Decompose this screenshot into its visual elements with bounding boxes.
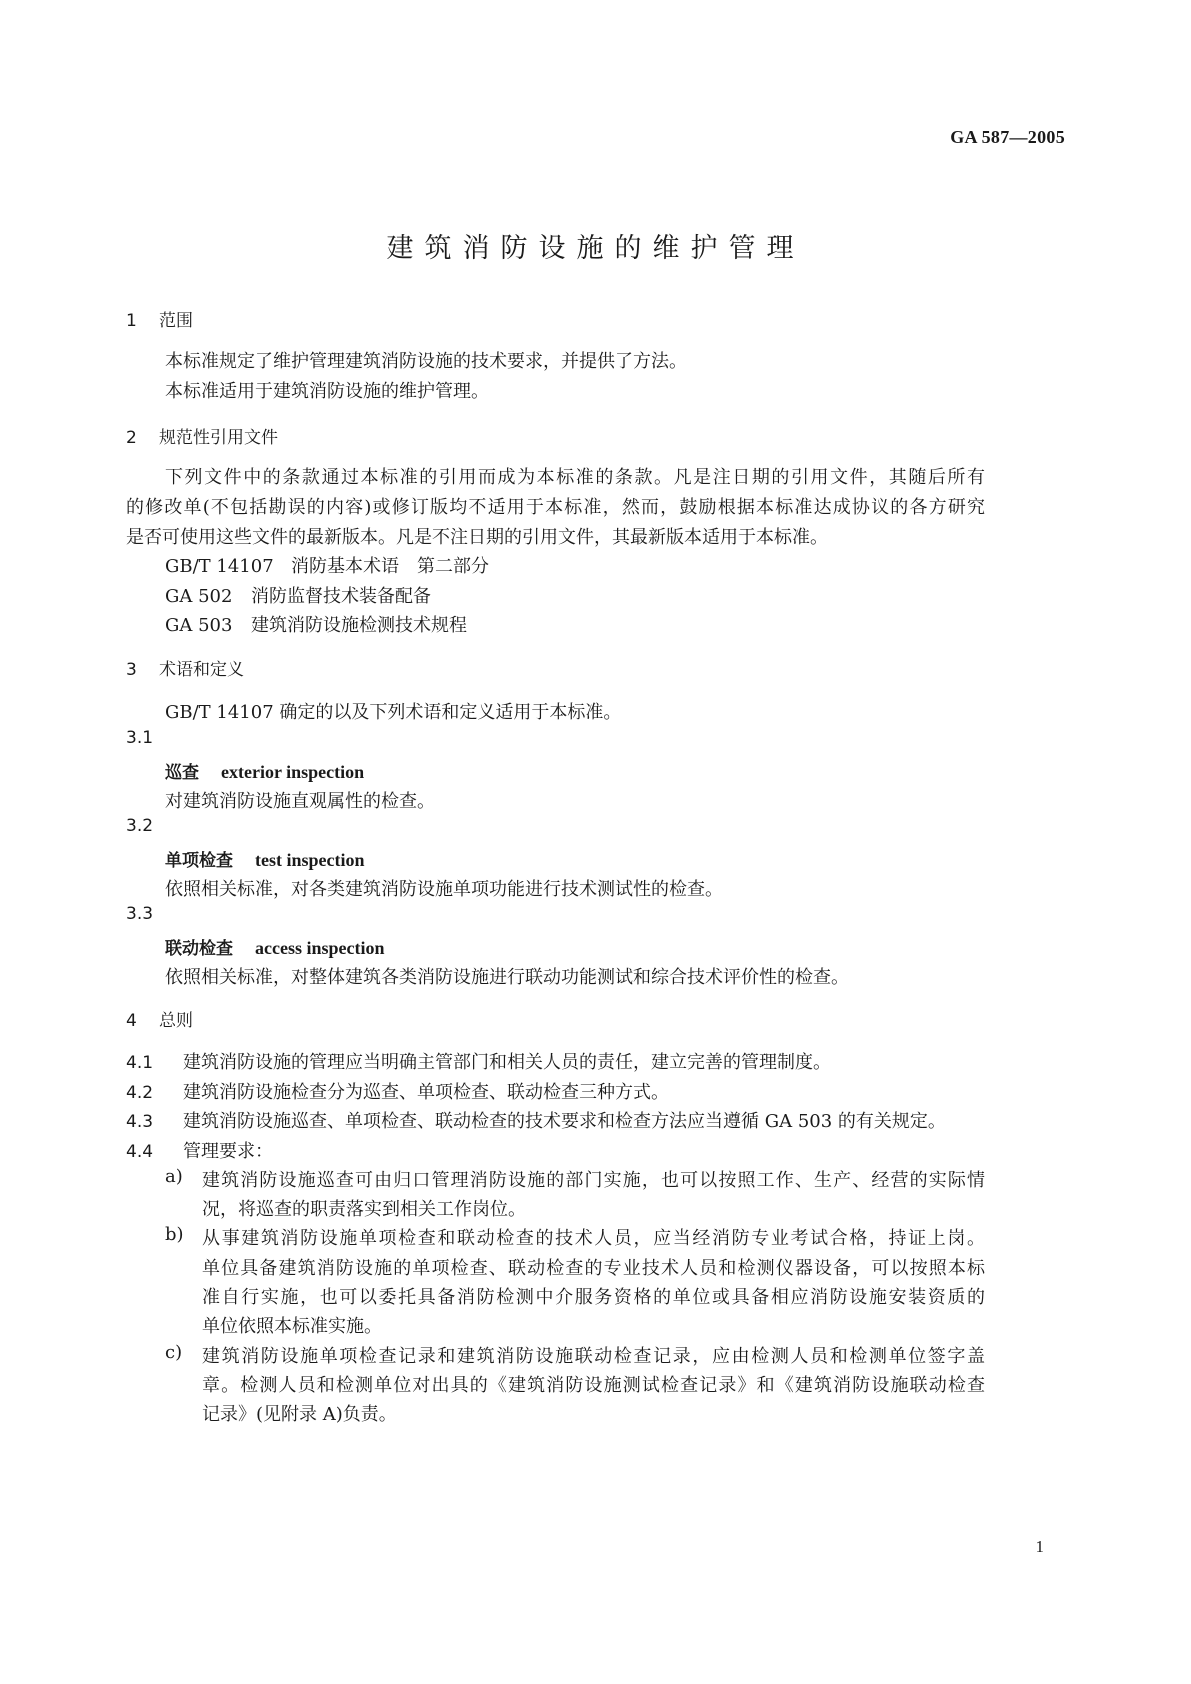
clause-row — [126, 1078, 669, 1104]
term-heading — [165, 934, 385, 959]
clause-number: 4.2 — [126, 1083, 154, 1103]
term-definition: 依照相关标准，对整体建筑各类消防设施进行联动功能测试和综合技术评价性的检查。 — [165, 967, 849, 988]
section-4-heading — [126, 1006, 193, 1031]
section-2-intro-line-1: 下列文件中的条款通过本标准的引用而成为本标准的条款。凡是注日期的引用文件，其随后所有 — [165, 467, 985, 488]
reference-item — [165, 611, 467, 637]
reference-name: 消防基本术语 第二部分 — [291, 556, 489, 577]
term-english: access inspection — [255, 938, 385, 958]
section-2-heading — [126, 423, 278, 448]
section-1-para-2: 本标准适用于建筑消防设施的维护管理。 — [165, 381, 489, 402]
clause-text: 建筑消防设施检查分为巡查、单项检查、联动检查三种方式。 — [183, 1082, 669, 1103]
term-english: exterior inspection — [221, 762, 365, 782]
term-heading — [165, 846, 365, 871]
clause-text: 建筑消防设施的管理应当明确主管部门和相关人员的责任，建立完善的管理制度。 — [183, 1052, 831, 1073]
section-4-number: 4 — [126, 1011, 137, 1031]
clause-number: 4.1 — [126, 1053, 154, 1073]
section-2-number: 2 — [126, 428, 137, 448]
standard-code: GA 587—2005 — [950, 127, 1065, 147]
section-2-intro-line-2: 的修改单(不包括勘误的内容)或修订版均不适用于本标准，然而，鼓励根据本标准达成协议的各方研究 — [126, 497, 985, 518]
term-number: 3.3 — [126, 904, 154, 924]
clause-row — [126, 1137, 273, 1163]
term-definition: 依照相关标准，对各类建筑消防设施单项功能进行技术测试性的检查。 — [165, 879, 723, 900]
list-item-line: 从事建筑消防设施单项检查和联动检查的技术人员，应当经消防专业考试合格，持证上岗。 — [202, 1228, 985, 1249]
term-number: 3.2 — [126, 816, 154, 836]
list-item-line: 准自行实施，也可以委托具备消防检测中介服务资格的单位或具备相应消防设施安装资质的 — [202, 1287, 985, 1308]
list-item-label: a) — [165, 1166, 183, 1187]
clause-row — [126, 1107, 946, 1133]
section-2-intro-line-3: 是否可使用这些文件的最新版本。凡是不注日期的引用文件，其最新版本适用于本标准。 — [126, 527, 828, 548]
list-item-line: 建筑消防设施单项检查记录和建筑消防设施联动检查记录，应由检测人员和检测单位签字盖 — [202, 1346, 985, 1367]
reference-name: 建筑消防设施检测技术规程 — [251, 615, 467, 636]
section-3-intro: GB/T 14107 确定的以及下列术语和定义适用于本标准。 — [165, 702, 622, 723]
term-number: 3.1 — [126, 728, 154, 748]
reference-item — [165, 582, 431, 608]
term-english: test inspection — [255, 850, 365, 870]
section-2-title: 规范性引用文件 — [159, 428, 278, 448]
term-chinese: 巡查 — [165, 763, 199, 783]
term-chinese: 单项检查 — [165, 851, 233, 871]
clause-row — [126, 1048, 831, 1074]
list-item-line: 章。检测人员和检测单位对出具的《建筑消防设施测试检查记录》和《建筑消防设施联动检查 — [202, 1375, 985, 1396]
term-heading — [165, 758, 364, 783]
list-item-line: 况，将巡查的职责落实到相关工作岗位。 — [202, 1199, 526, 1220]
list-item-line: 建筑消防设施巡查可由归口管理消防设施的部门实施，也可以按照工作、生产、经营的实际情 — [202, 1170, 985, 1191]
term-definition: 对建筑消防设施直观属性的检查。 — [165, 791, 435, 812]
list-item-line: 单位具备建筑消防设施的单项检查、联动检查的专业技术人员和检测仪器设备，可以按照本标 — [202, 1258, 985, 1279]
reference-name: 消防监督技术装备配备 — [251, 586, 431, 607]
section-4-title: 总则 — [159, 1011, 193, 1031]
list-item-label: c) — [165, 1342, 183, 1363]
section-1-heading — [126, 306, 193, 331]
clause-number: 4.3 — [126, 1112, 154, 1132]
section-3-title: 术语和定义 — [159, 660, 244, 680]
list-item-line: 记录》(见附录 A)负责。 — [202, 1404, 397, 1425]
reference-code: GB/T 14107 — [165, 556, 274, 577]
clause-text: 建筑消防设施巡查、单项检查、联动检查的技术要求和检查方法应当遵循 GA 503 的有关规定。 — [183, 1111, 946, 1132]
clause-text: 管理要求： — [183, 1141, 273, 1162]
page-number: 1 — [1035, 1537, 1044, 1556]
section-3-number: 3 — [126, 660, 137, 680]
document-title: 建筑消防设施的维护管理 — [386, 233, 805, 264]
list-item-line: 单位依照本标准实施。 — [202, 1316, 382, 1337]
section-1-number: 1 — [126, 311, 137, 331]
term-chinese: 联动检查 — [165, 939, 233, 959]
section-3-heading — [126, 655, 244, 680]
section-1-para-1: 本标准规定了维护管理建筑消防设施的技术要求，并提供了方法。 — [165, 351, 687, 372]
reference-code: GA 503 — [165, 615, 233, 636]
reference-code: GA 502 — [165, 586, 233, 607]
section-1-title: 范围 — [159, 311, 193, 331]
reference-item — [165, 552, 489, 578]
clause-number: 4.4 — [126, 1142, 154, 1162]
list-item-label: b) — [165, 1224, 184, 1245]
